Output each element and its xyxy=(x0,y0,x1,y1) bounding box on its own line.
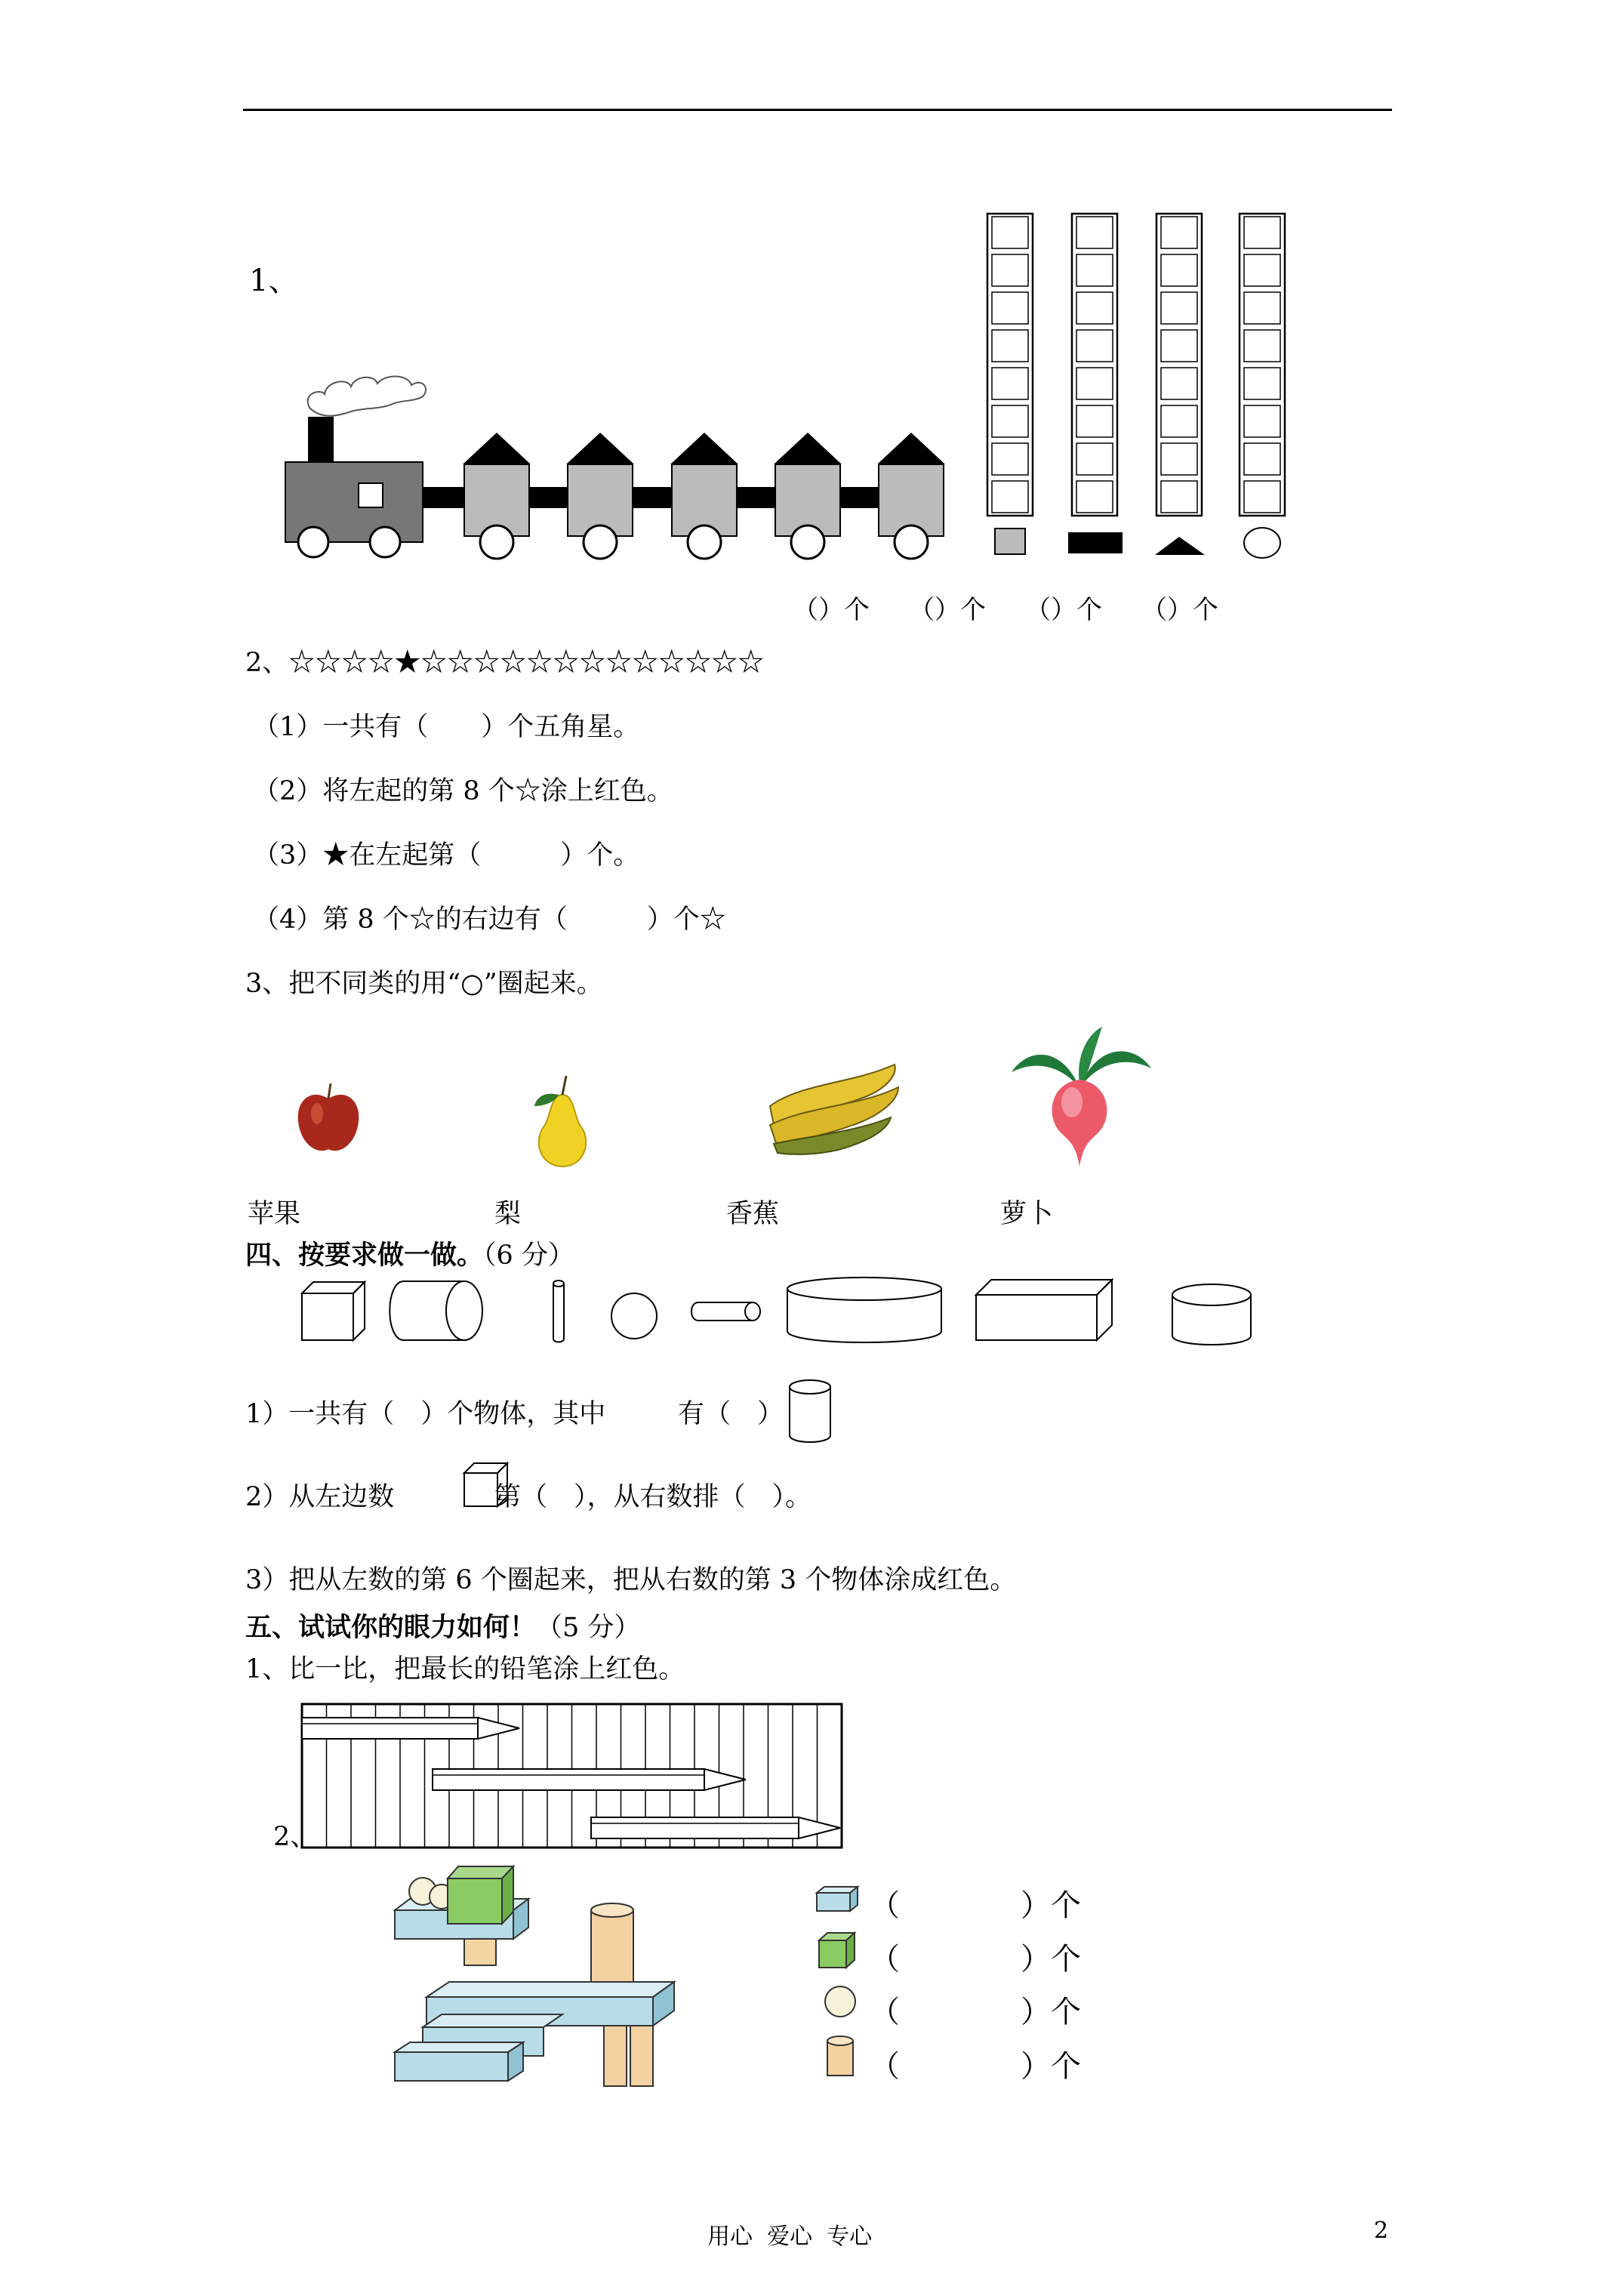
count-label-1: （）个 xyxy=(793,595,870,625)
solid-shapes-row xyxy=(298,1272,1257,1348)
q2-item-4: （4）第 8 个☆的右边有（ ）个☆ xyxy=(253,905,726,935)
section-4-title: 四、按要求做一做。 xyxy=(245,1240,484,1271)
header-rule xyxy=(243,109,1392,111)
q3-title: 3、把不同类的用“○”圈起来。 xyxy=(245,969,603,999)
grid-column-4 xyxy=(1240,214,1285,516)
count-label-4: （）个 xyxy=(1141,595,1218,625)
count-row-cylinder: （ ）个 xyxy=(870,2049,1081,2084)
q4-line1a: 1）一共有（ ）个物体，其中 xyxy=(245,1399,606,1429)
cylinder-count-icon xyxy=(825,2035,855,2080)
counting-grid-columns xyxy=(981,214,1298,561)
count-label-2: （）个 xyxy=(909,595,986,625)
section-5-title: 五、试试你的眼力如何！ xyxy=(245,1612,537,1643)
block-structure-illustration xyxy=(389,1857,676,2099)
smoke-shape xyxy=(308,376,426,415)
q4-line2b: 第（ ），从右数排（ ）。 xyxy=(494,1482,812,1512)
cylinder-inline-icon xyxy=(787,1378,833,1446)
count-label-3: （）个 xyxy=(1025,595,1102,625)
q1-number: 1、 xyxy=(249,264,299,298)
q4-line1b: 有（ ） xyxy=(678,1399,784,1429)
count-row-cuboid: （ ）个 xyxy=(870,1888,1081,1923)
q2-item-3: （3）★在左起第（ ）个。 xyxy=(253,840,640,871)
cuboid-shape xyxy=(976,1280,1112,1340)
q4-line3: 3）把从左数的第 6 个圈起来，把从右数的第 3 个物体涂成红色。 xyxy=(245,1565,1017,1595)
label-apple: 苹果 xyxy=(248,1199,301,1229)
sphere-shape xyxy=(611,1293,657,1339)
q4-line2a: 2）从左边数 xyxy=(245,1482,395,1512)
pencil-3[interactable] xyxy=(591,1817,840,1838)
engine-window xyxy=(359,483,383,507)
carriage-1 xyxy=(463,433,531,559)
q5-sub1: 1、比一比，把最长的铅笔涂上红色。 xyxy=(245,1654,685,1684)
ball-count-icon xyxy=(823,1984,858,2019)
apple-image xyxy=(294,1080,362,1155)
cylinder-large-shape xyxy=(390,1281,482,1340)
carriage-3 xyxy=(670,433,738,559)
pencil-2[interactable] xyxy=(433,1769,746,1790)
cube-count-icon xyxy=(817,1930,858,1971)
label-radish: 萝卜 xyxy=(1000,1199,1054,1229)
cylinder-thin-shape xyxy=(553,1281,564,1342)
short-cylinder-shape xyxy=(1172,1284,1251,1345)
footer-motto: 用心 爱心 专心 xyxy=(707,2224,873,2250)
label-banana: 香蕉 xyxy=(726,1199,780,1229)
grid-column-2 xyxy=(1072,214,1117,516)
section-4-heading xyxy=(245,1234,574,1272)
page-number: 2 xyxy=(1374,2217,1389,2244)
cube-shape xyxy=(302,1282,365,1340)
grid-column-3 xyxy=(1156,214,1202,516)
flat-cylinder-shape xyxy=(787,1277,941,1342)
train-illustration xyxy=(279,347,959,559)
section-4-score: （6 分） xyxy=(483,1240,574,1271)
q2-item-2: （2）将左起的第 8 个☆涂上红色。 xyxy=(253,776,673,806)
pear-image xyxy=(521,1072,604,1170)
section-5-score: （5 分） xyxy=(536,1613,641,1643)
circle-shape-icon xyxy=(1244,528,1280,558)
square-shape-icon xyxy=(995,529,1025,554)
pencil-comparison-grid xyxy=(300,1703,848,1854)
carriage-4 xyxy=(774,433,842,559)
carriage-2 xyxy=(566,433,634,559)
chimney-shape xyxy=(308,417,334,462)
pencil-1[interactable] xyxy=(302,1718,519,1739)
carriage-5 xyxy=(877,433,945,559)
section-5-heading xyxy=(245,1607,640,1644)
grid-column-1 xyxy=(987,214,1033,516)
q5-sub2: 2、 xyxy=(273,1822,317,1852)
q2-item-1: （1）一共有（ ）个五角星。 xyxy=(253,712,640,742)
banana-image xyxy=(762,1053,906,1159)
cylinder-small-shape xyxy=(691,1302,760,1321)
triangle-shape-icon xyxy=(1155,537,1205,555)
radish-image xyxy=(1004,1019,1155,1170)
count-row-cube: （ ）个 xyxy=(870,1942,1081,1977)
label-pear: 梨 xyxy=(494,1199,522,1229)
cuboid-count-icon xyxy=(815,1884,861,1914)
rectangle-shape-icon xyxy=(1068,532,1123,553)
count-row-ball: （ ）个 xyxy=(870,1995,1081,2029)
q2-stars: 2、☆☆☆☆★☆☆☆☆☆☆☆☆☆☆☆☆☆ xyxy=(245,648,765,678)
